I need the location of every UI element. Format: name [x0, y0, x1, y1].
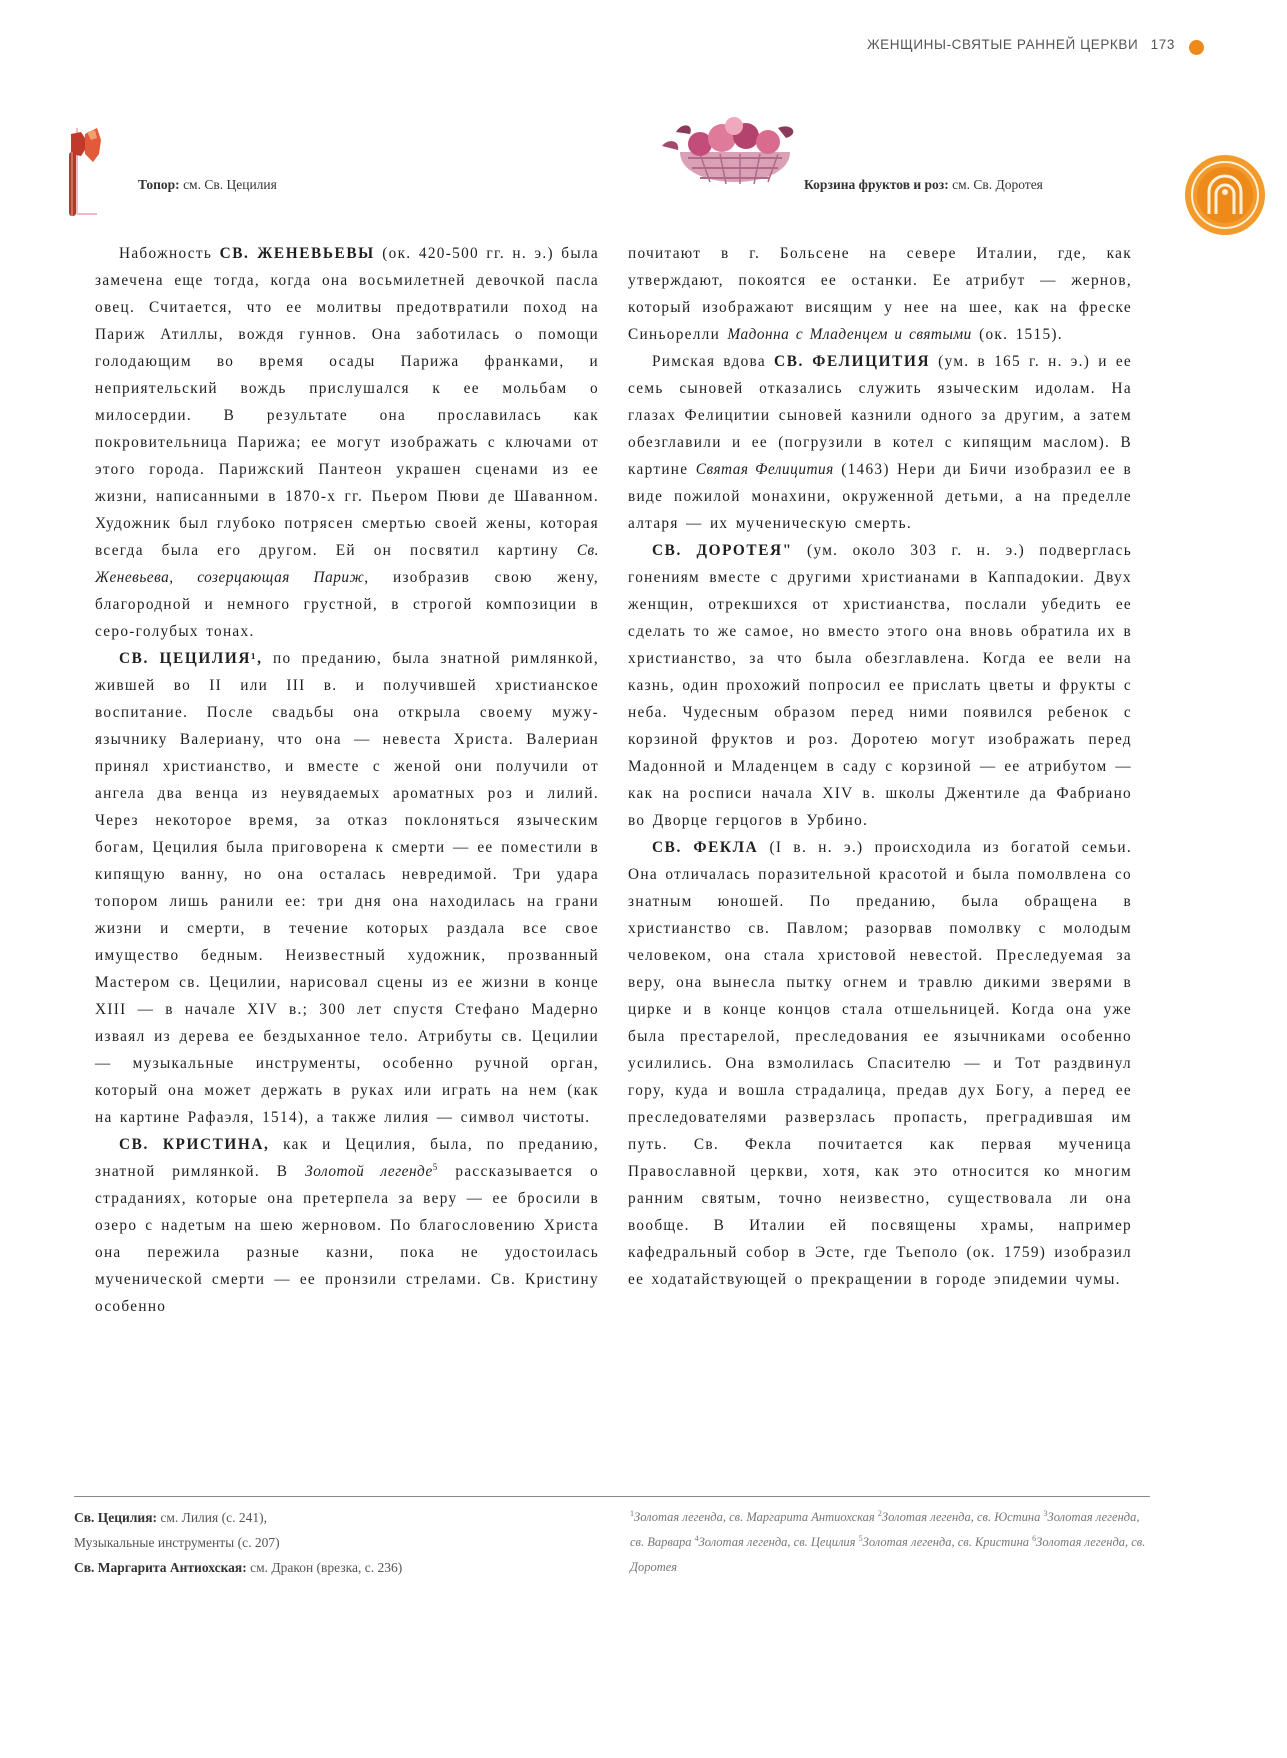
ref-text: см. Дракон (врезка, с. 236): [246, 1560, 403, 1575]
footnotes: [630, 1505, 1150, 1580]
saint-name: СВ. ЦЕЦИЛИЯ: [119, 650, 251, 667]
text-column-right: [628, 240, 1132, 1293]
cross-reference: [74, 1505, 584, 1530]
artwork-title: Св. Женевьева, созерцающая Париж,: [95, 542, 599, 586]
caption-label: Топор:: [138, 177, 180, 192]
footnote-text: Золотая легенда, св. Кристина: [862, 1535, 1033, 1549]
paragraph-thecla: [628, 834, 1132, 1293]
note-mark: ¹,: [250, 650, 263, 667]
fruit-basket-icon: [660, 112, 810, 206]
footnote-number: 1: [630, 1508, 634, 1518]
text-run: по преданию, была знатной римлянкой, жившей во II или III в. и получившей христианское воспитание. После свадьбы она открыла своему мужу-язычнику Валериану, что она — невеста Христа. Валериан принял христианство, и вместе с женой они получили от ангела два венца из неувядаемых ароматных роз и лилий. Через некоторое время, за отказ поклоняться языческим богам, Цецилия была приговорена к смерти — ее поместили в кипящую ванну, но она осталась невредимой. Три удара топором лишь ранили ее: три дня она находилась на грани жизни и смерти, в течение которых раздала все свое имущество бедным. Неизвестный художник, прозванный Мастером св. Цецилии, нарисовал сцены из ее жизни в конце XIII — в начале XIV в.; 300 лет спустя Стефано Мадерно изваял из дерева ее бездыханное тело. Атрибуты св. Цецилии — музыкальные инструменты, особенно ручной орган, который она может держать в руках или играть на нем (как на картине Рафаэля, 1514), а также лилия — символ чистоты.: [95, 650, 599, 1126]
saint-name: СВ. ФЕКЛА: [652, 839, 759, 856]
text-run: (ок. 420-500 гг. н. э.) была замечена еще тогда, когда она восьмилетней девочкой пасла овец. Считается, что ее молитвы предотвратили поход на Париж Атиллы, вождя гуннов. Она заботилась о помощи голодающим во время осады Парижа франками, и неприятельский вождь прислушался к ее мольбам о милосердии. В результате она прославилась как покровительница Парижа; ее могут изображать с ключами от этого города. Парижский Пантеон украшен сценами из ее жизни, написанными в 1870-х гг. Пьером Пюви де Шаванном. Художник был глубоко потрясен смертью своей жены, которая всегда была его другом. Ей он посвятил картину: [95, 245, 599, 559]
footnote-number: 3: [1043, 1508, 1048, 1518]
artwork-title: Святая Фелицития: [695, 461, 834, 478]
caption-axe: [138, 177, 277, 193]
cross-reference: [74, 1555, 584, 1580]
footnote-number: 5: [858, 1533, 863, 1543]
text-run: (1463) Нери ди Бичи изобразил ее в виде пожилой монахини, окруженной детьми, а на пределле алтаря — их мученическую смерть.: [628, 461, 1132, 532]
ref-text: см. Лилия (с. 241),: [157, 1510, 267, 1525]
ref-label: Св. Маргарита Антиохская:: [74, 1560, 247, 1575]
artwork-title: Золотой легенде: [305, 1163, 433, 1180]
paragraph-genevieve: [95, 240, 599, 645]
cross-reference: [74, 1530, 584, 1555]
footer-divider: [74, 1496, 1150, 1497]
ref-text: Музыкальные инструменты (с. 207): [74, 1535, 280, 1550]
text-column-left: [95, 240, 599, 1320]
page-number: 173: [1150, 37, 1175, 52]
caption-label: Корзина фруктов и роз:: [804, 177, 949, 192]
caption-text: см. Св. Цецилия: [179, 177, 277, 192]
text-run: как и Цецилия, была, по преданию, знатной римлянкой. В: [95, 1136, 600, 1180]
footnote-text: Золотая легенда, св. Маргарита Антиохская: [634, 1510, 878, 1524]
paragraph-christina-continued: [628, 240, 1132, 348]
saint-name: СВ. ФЕЛИЦИТИЯ: [774, 353, 931, 370]
paragraph-christina: [95, 1131, 599, 1320]
saint-name: СВ. ДОРОТЕЯ": [652, 542, 793, 559]
footnote-text: Золотая легенда, св. Доротея: [630, 1535, 1146, 1574]
text-run: Набожность: [119, 245, 220, 262]
caption-basket: [804, 177, 1043, 193]
text-run: (ум. около 303 г. н. э.) подверглась гонениям вместе с другими христианами в Каппадокии. Двух женщин, отрекшихся от христианства, послали убедить ее сделать то же самое, но вместо этого она вновь обратила их в христианство, за что была обезглавлена. Когда ее вели на казнь, один прохожий попросил ее прислать цветы и фрукты с неба. Чудесным образом перед ними появился ребенок с корзиной фруктов и роз. Доротею могут изображать перед Мадонной и Младенцем в саду с корзиной — ее атрибутом — как на росписи начала XIV в. школы Джентиле да Фабриано во Дворце герцогов в Урбино.: [628, 542, 1133, 829]
text-run: (I в. н. э.) происходила из богатой семьи. Она отличалась поразительной красотой и была помолвлена со знатным юношей. По преданию, была обращена в христианство св. Павлом; разорвав помолвку с молодым человеком, она стала христовой невестой. Преследуемая за веру, она вынесла пытку огнем и травлю дикими зверями в цирке и в конце концов стала отшельницей. Когда она уже была престарелой, преследования ее язычниками особенно усилились. Она взмолилась Спасителю — и Тот раздвинул гору, куда и вошла страдалица, предав дух Богу, а перед ее преследователями разверзлась пропасть, преградившая им путь. Св. Фекла почитается как первая мученица Православной церкви, хотя, как это относится ко многим ранним святым, точно неизвестно, существовала ли она вообще. В Италии ей посвящены храмы, например кафедральный собор в Эсте, где Тьеполо (ок. 1759) изобразил ее ходатайствующей о прекращении в городе эпидемии чумы.: [628, 839, 1132, 1288]
cross-references: [74, 1505, 584, 1580]
halo-medallion-icon: [1184, 154, 1266, 236]
text-run: рассказывается о страданиях, которые она претерпела за веру — ее бросили в озеро с надетым на шею жерновом. По благословению Христа она пережила разные казни, пока не удостоилась мученической смерти — ее пронзили стрелами. Св. Кристину особенно: [95, 1163, 599, 1315]
axe-icon: [57, 124, 141, 220]
footnote-ref: 5: [432, 1161, 439, 1172]
running-header: [867, 37, 1175, 52]
text-run: изобразив свою жену, благородной и немного грустной, в строгой композиции в серо-голубых тонах.: [95, 569, 599, 640]
text-run: Римская вдова: [652, 353, 775, 370]
ref-label: Св. Цецилия:: [74, 1510, 157, 1525]
text-run: (ок. 1515).: [971, 326, 1063, 343]
footnote-number: 2: [877, 1508, 882, 1518]
caption-text: см. Св. Доротея: [948, 177, 1043, 192]
saint-name: СВ. КРИСТИНА,: [119, 1136, 270, 1153]
footnote-number: 4: [694, 1533, 699, 1543]
footnote-number: 6: [1032, 1533, 1037, 1543]
text-run: (ум. в 165 г. н. э.) и ее семь сыновей отказались служить языческим идолам. На глазах Фелицитии сыновей казнили одного за другим, а затем обезглавили и ее (погрузили в котел с кипящим маслом). В картине: [628, 353, 1133, 478]
footnote-text: Золотая легенда, св. Варвара: [630, 1510, 1140, 1549]
footnote-text: Золотая легенда, св. Цецилия: [698, 1535, 859, 1549]
text-run: почитают в г. Больсене на севере Италии, где, как утверждают, покоятся ее останки. Ее атрибут — жернов, который изображают висящим у нее на шее, как на фреске Синьорелли: [628, 245, 1132, 343]
paragraph-dorothea: [628, 537, 1132, 834]
header-dot-icon: [1189, 40, 1204, 55]
artwork-title: Мадонна с Младенцем и святыми: [727, 326, 972, 343]
header-title: ЖЕНЩИНЫ-СВЯТЫЕ РАННЕЙ ЦЕРКВИ: [867, 37, 1139, 52]
paragraph-cecilia: [95, 645, 599, 1131]
paragraph-felicity: [628, 348, 1132, 537]
saint-name: СВ. ЖЕНЕВЬЕВЫ: [219, 245, 375, 262]
footnote-text: Золотая легенда, св. Юстина: [881, 1510, 1044, 1524]
